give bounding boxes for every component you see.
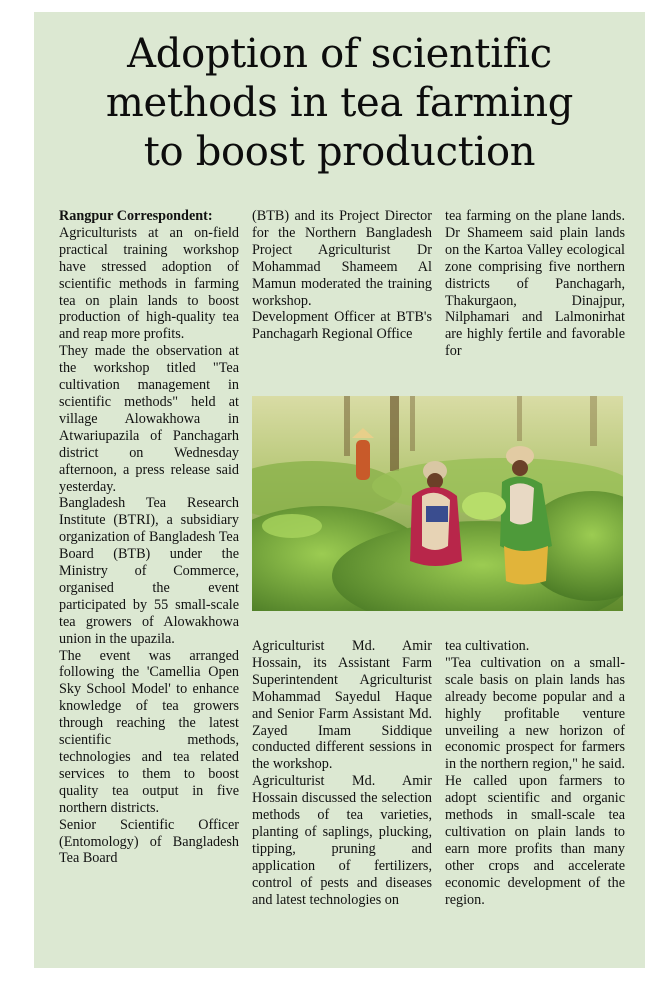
column-1 (59, 208, 239, 867)
newspaper-clipping (34, 12, 645, 968)
paragraph: tea farming on the plane lands. Dr Shameem said plain lands on the Kartoa Valley ecological zone comprising five northern districts of Panchagarh, Thakurgaon, Dinajpur, Nilphamari and Lalmonirhat are highly fertile and favorable for (445, 208, 625, 360)
paragraph: Development Officer at BTB's Panchagarh Regional Office (252, 309, 432, 343)
column-2-top (252, 208, 432, 343)
column-3-bottom (445, 638, 625, 909)
paragraph: (BTB) and its Project Director for the Northern Bangladesh Project Agriculturist Dr Mohammad Shameem Al Mamun moderated the training workshop. (252, 208, 432, 309)
tea-garden-photo (252, 396, 623, 611)
dateline: Rangpur Correspondent: (59, 208, 213, 224)
paragraph: Agriculturist Md. Amir Hossain, its Assistant Farm Superintendent Agriculturist Mohammad Sayedul Haque and Senior Farm Assistant Md. Zayed Imam Siddique conducted different sessions in the workshop. (252, 638, 432, 773)
paragraph: They made the observation at the workshop titled "Tea cultivation management in scientific methods" held at village Alowakhowa in Atwariupazila of Panchagarh district on Wednesday afternoon, a press release said yesterday. (59, 343, 239, 495)
headline-line-1: Adoption of scientific (127, 31, 552, 77)
headline-line-2: methods in tea farming (105, 80, 574, 126)
paragraph: Agriculturist Md. Amir Hossain discussed the selection methods of tea varieties, planting of saplings, plucking, tipping, pruning and application of fertilizers, control of pests and diseases and latest technologies on (252, 773, 432, 908)
headline-line-3: to boost production (143, 129, 536, 175)
paragraph: Agriculturists at an on-field practical training workshop have stressed adoption of scientific methods in farming tea on plain lands to boost production of high-quality tea and reap more profits. (59, 224, 239, 343)
column-3-top (445, 208, 625, 360)
paragraph: Bangladesh Tea Research Institute (BTRI), a subsidiary organization of Bangladesh Tea Board (BTB) under the Ministry of Commerce, organised the event participated by 55 small-scale tea growers of Alowakhowa union in the upazila. (59, 495, 239, 647)
tea-garden-image (252, 396, 623, 611)
column-2-bottom (252, 638, 432, 909)
paragraph: "Tea cultivation on a small-scale basis on plain lands has already become popular and a highly profitable venture unveiling a new horizon of economic prospect for farmers in the northern region," he said. He called upon farmers to adopt scientific and organic methods in small-scale tea cultivation on plain lands to earn more profits than many other crops and accelerate economic development of the region. (445, 654, 625, 908)
paragraph: The event was arranged following the 'Camellia Open Sky School Model' to enhance knowledge of tea growers through reaching the latest scientific methods, technologies and tea related services to them to boost quality tea output in five northern districts. (59, 647, 239, 816)
paragraph: tea cultivation. (445, 638, 530, 654)
headline (34, 30, 645, 177)
paragraph: Senior Scientific Officer (Entomology) of Bangladesh Tea Board (59, 816, 239, 867)
